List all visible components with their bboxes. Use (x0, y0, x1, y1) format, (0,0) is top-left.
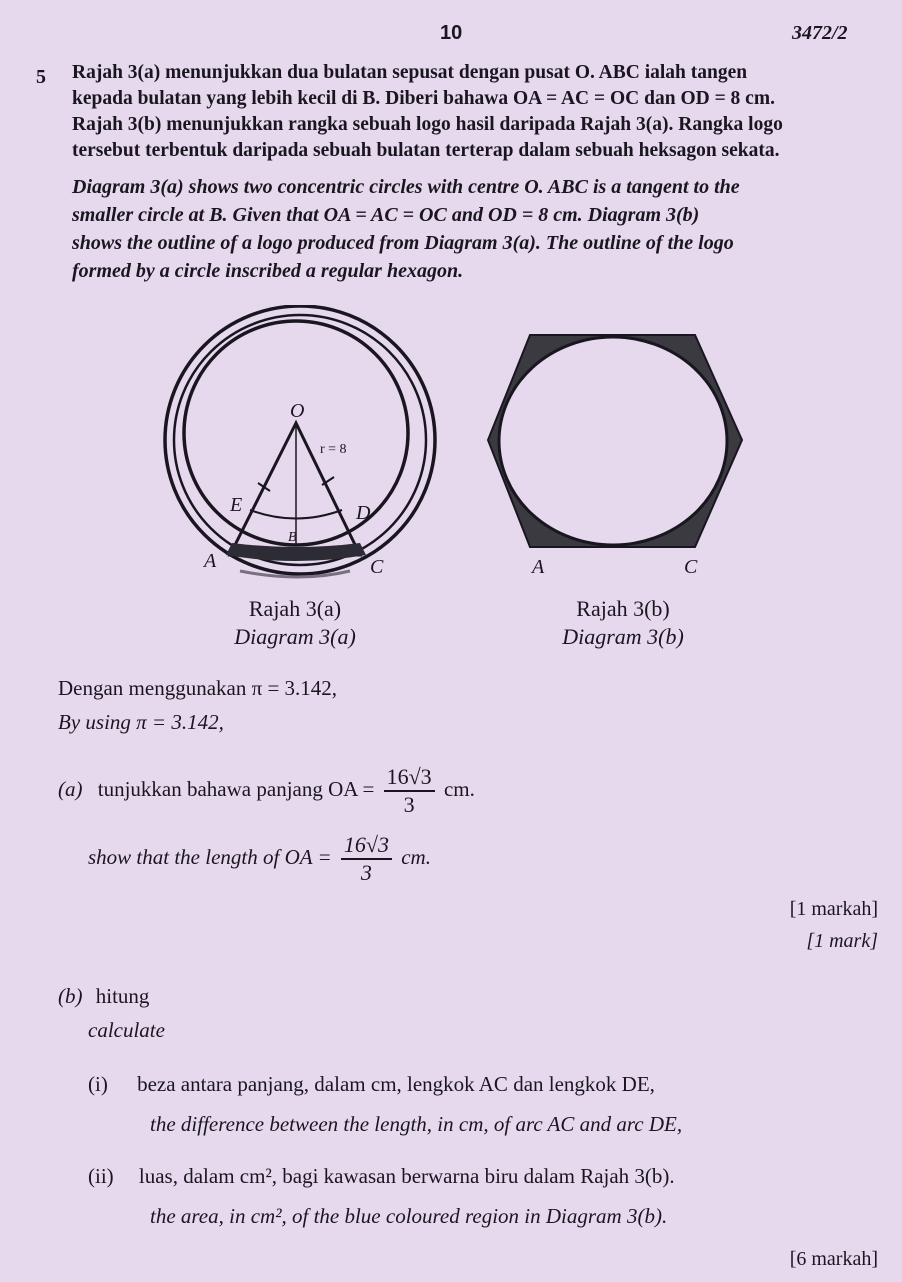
part-a-mark-malay: [1 markah] (789, 898, 878, 920)
fraction-oa-malay (384, 764, 435, 818)
pi-note-malay: Dengan menggunakan π = 3.142, (58, 676, 338, 700)
malay-line-3: Rajah 3(b) menunjukkan rangka sebuah logo hasil daripada Rajah 3(a). Rangka logo (72, 114, 783, 135)
part-b-label: (b) (58, 984, 83, 1008)
label-a-3b: A (532, 556, 545, 578)
malay-line-4: tersebut terbentuk daripada sebuah bulatan terterap dalam sebuah heksagon sekata. (72, 140, 780, 161)
part-a-english (88, 832, 431, 886)
label-o: O (290, 400, 305, 422)
label-r: r = 8 (320, 442, 347, 457)
english-line-3: shows the outline of a logo produced from Diagram 3(a). The outline of the logo (72, 232, 734, 254)
fraction-numerator: 16√3 (384, 764, 435, 792)
label-b: B (288, 530, 297, 545)
part-a-malay-prefix: tunjukkan bahawa panjang OA = (97, 776, 375, 801)
fraction-oa-english (341, 832, 392, 886)
part-b-english: calculate (88, 1018, 165, 1042)
part-b-item-i-english: the difference between the length, in cm, of arc AC and arc DE, (150, 1112, 683, 1136)
diagram-3a (150, 305, 450, 595)
malay-line-2: kepada bulatan yang lebih kecil di B. Diberi bahawa OA = AC = OC dan OD = 8 cm. (72, 88, 775, 109)
question-number: 5 (36, 66, 46, 88)
label-c-3b: C (684, 556, 698, 578)
inscribed-circle (499, 337, 727, 545)
caption-3b-english: Diagram 3(b) (562, 624, 684, 649)
part-b-malay (58, 984, 149, 1009)
label-c: C (370, 556, 384, 578)
english-line-1: Diagram 3(a) shows two concentric circles with centre O. ABC is a tangent to the (72, 176, 740, 198)
item-i-malay: beza antara panjang, dalam cm, lengkok AC dan lengkok DE, (137, 1072, 655, 1096)
label-a: A (204, 550, 217, 572)
question-malay-text (72, 62, 892, 172)
fraction-numerator: 16√3 (341, 832, 392, 860)
english-line-4: formed by a circle inscribed a regular hexagon. (72, 260, 464, 282)
paper-code: 3472/2 (792, 22, 848, 44)
part-b-item-ii-english: the area, in cm², of the blue coloured region in Diagram 3(b). (150, 1204, 668, 1228)
outer-circle-inner-edge (174, 315, 426, 565)
part-a-unit: cm. (443, 776, 475, 801)
malay-line-1: Rajah 3(a) menunjukkan dua bulatan sepusat dengan pusat O. ABC ialah tangen (72, 62, 748, 83)
part-a-mark-english: [1 mark] (806, 930, 878, 952)
part-a-unit: cm. (401, 844, 431, 869)
caption-3a-english: Diagram 3(a) (234, 624, 356, 649)
diagram-3b (480, 325, 760, 585)
item-ii-malay: luas, dalam cm², bagi kawasan berwarna biru dalam Rajah 3(b). (138, 1164, 675, 1188)
caption-3a-malay: Rajah 3(a) (248, 596, 342, 621)
item-ii-label: (ii) (88, 1164, 114, 1188)
page-number: 10 (440, 22, 463, 44)
outer-circle (165, 306, 435, 574)
label-e: E (230, 494, 243, 516)
fraction-denominator: 3 (360, 860, 372, 885)
part-a-english-prefix: show that the length of OA = (88, 844, 332, 869)
part-b-item-ii (88, 1164, 675, 1189)
part-b-mark-malay: [6 markah] (789, 1248, 878, 1270)
label-d: D (356, 502, 371, 524)
part-b-item-i (88, 1072, 655, 1097)
pi-note-english: By using π = 3.142, (58, 710, 224, 734)
fraction-denominator: 3 (403, 792, 415, 817)
part-a-label: (a) (58, 776, 83, 801)
question-english-text (72, 176, 892, 296)
item-i-label: (i) (88, 1072, 108, 1096)
part-a-malay (58, 764, 475, 818)
part-b-malay-text: hitung (95, 984, 150, 1008)
english-line-2: smaller circle at B. Given that OA = AC = OC and OD = 8 cm. Diagram 3(b) (72, 204, 700, 226)
caption-3b-malay: Rajah 3(b) (576, 596, 670, 621)
